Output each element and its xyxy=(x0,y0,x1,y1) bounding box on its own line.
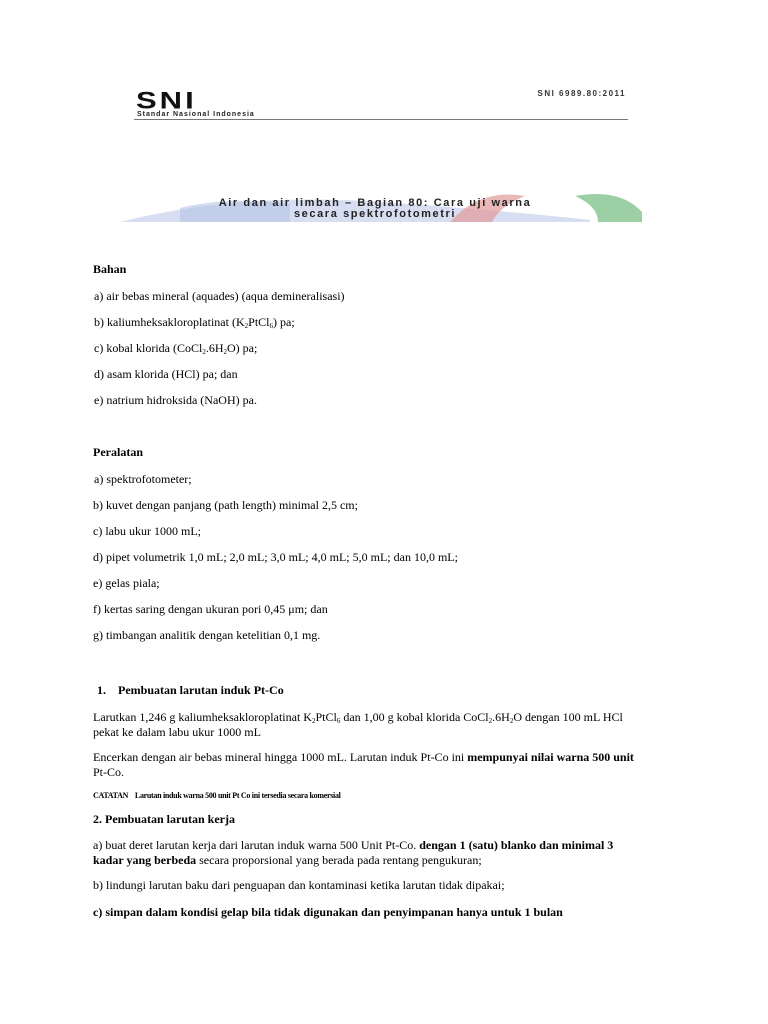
section-2-item-c: c) simpan dalam kondisi gelap bila tidak digunakan dan penyimpanan hanya untuk 1 bulan xyxy=(93,905,563,919)
bahan-item-e: e) natrium hidroksida (NaOH) pa. xyxy=(94,393,257,407)
sni-logo: SNI xyxy=(136,86,197,114)
section-1-paragraph-2-line-2: Pt-Co. xyxy=(93,765,125,779)
standard-title-line-2: secara spektrofotometri xyxy=(293,208,457,220)
section-2-item-a-line-2: kadar yang berbeda secara proporsional yang berada pada rentang pengukuran; xyxy=(93,853,482,867)
bahan-item-c: c) kobal klorida $(CoCl_2.6H_2O)$ pa; xyxy=(94,341,258,356)
bahan-item-a: a) air bebas mineral (aquades) (aqua demineralisasi) xyxy=(94,289,345,303)
peralatan-item-g: g) timbangan analitik dengan ketelitian 0,1 mg. xyxy=(93,628,321,642)
peralatan-item-d: d) pipet volumetrik 1,0 mL; 2,0 mL; 3,0 mL; 4,0 mL; 5,0 mL; dan 10,0 mL; xyxy=(93,550,458,564)
bahan-item-d: d) asam klorida (HCl) pa; dan xyxy=(94,367,238,381)
header-rule xyxy=(134,119,628,120)
sni-standard-code: SNI 6989.80:2011 xyxy=(537,89,626,98)
peralatan-item-b: b) kuvet dengan panjang (path length) minimal 2,5 cm; xyxy=(93,498,358,512)
section-1-paragraph-2-line-1: Encerkan dengan air bebas mineral hingga 1000 mL. Larutan induk Pt-Co ini mempunyai nilai warna 500 unit xyxy=(93,750,634,764)
section-2-heading: 2. Pembuatan larutan kerja xyxy=(93,812,235,826)
section-1-heading: 1. Pembuatan larutan induk Pt-Co xyxy=(97,683,284,697)
peralatan-item-a: a) spektrofotometer; xyxy=(94,472,192,486)
sni-header-image xyxy=(120,84,648,222)
section-2-item-b: b) lindungi larutan baku dari penguapan dan kontaminasi ketika larutan tidak dipakai; xyxy=(93,878,505,892)
bahan-heading: Bahan xyxy=(93,262,127,276)
section-2-item-a-line-1: a) buat deret larutan kerja dari larutan induk warna 500 Unit Pt-Co. dengan 1 (satu) blanko dan minimal 3 xyxy=(93,838,614,852)
peralatan-item-e: e) gelas piala; xyxy=(93,576,160,590)
bahan-item-b: b) kaliumheksakloroplatinat $(K_2PtCl_6)$ pa; xyxy=(94,315,295,330)
catatan-note: CATATAN Larutan induk warna 500 unit Pt Co ini tersedia secara komersial xyxy=(93,791,341,800)
standard-title xyxy=(160,198,590,220)
standard-title-line-1: Air dan air limbah – Bagian 80: Cara uji warna xyxy=(218,197,532,209)
peralatan-item-f: f) kertas saring dengan ukuran pori 0,45 μm; dan xyxy=(93,602,328,616)
sni-logo-subtitle: Standar Nasional Indonesia xyxy=(137,111,255,118)
peralatan-item-c: c) labu ukur 1000 mL; xyxy=(93,524,201,538)
section-1-paragraph-1-line-2: pekat ke dalam labu ukur 1000 mL xyxy=(93,725,261,739)
section-1-paragraph-1-line-1: Larutkan 1,246 g kaliumheksakloroplatinat $K_2PtCl_6$ dan 1,00 g kobal klorida $CoCl_2.6H_2O$ dengan 100 mL HCl xyxy=(93,710,623,725)
peralatan-heading: Peralatan xyxy=(93,445,143,459)
